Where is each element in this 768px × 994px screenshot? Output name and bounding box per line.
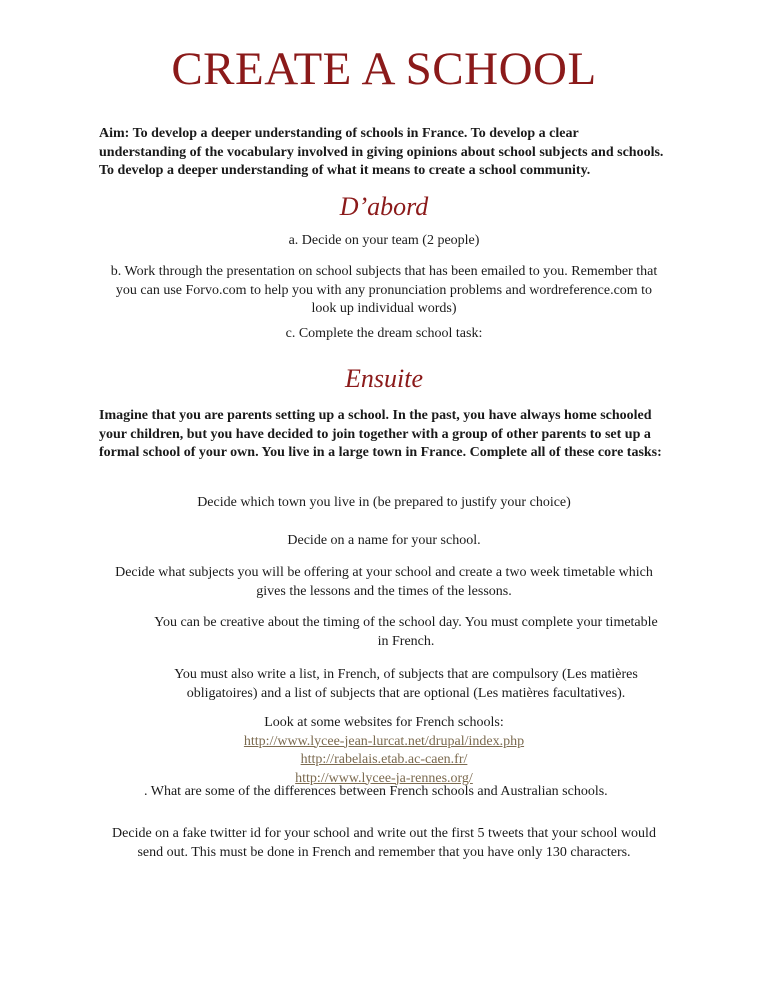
- website-link[interactable]: http://www.lycee-ja-rennes.org/: [295, 770, 473, 786]
- websites-label: Look at some websites for French schools:: [264, 715, 504, 730]
- aim-paragraph: Aim: To develop a deeper understanding of schools in France. To develop a clear understanding of the vocabulary involved in giving opinions about school subjects and schools. To develop a deeper understanding of what it means to create a school community.: [99, 126, 664, 178]
- dabord-heading: D’abord: [339, 192, 429, 221]
- website-link[interactable]: http://rabelais.etab.ac-caen.fr/: [300, 752, 468, 767]
- dabord-step-c: c. Complete the dream school task:: [285, 326, 483, 341]
- task-name: Decide on a name for your school.: [287, 533, 481, 548]
- ensuite-heading: Ensuite: [345, 364, 423, 393]
- task-timing: You can be creative about the timing of the school day. You must complete your timetable in French.: [154, 615, 658, 649]
- task-differences: . What are some of the differences between French schools and Australian schools.: [144, 784, 608, 799]
- ensuite-intro: Imagine that you are parents setting up a school. In the past, you have always home schooled your children, but you have decided to join together with a group of other parents to set up a formal school of your own. You live in a large town in France. Complete all of these core tasks:: [99, 408, 662, 460]
- task-twitter: Decide on a fake twitter id for your school and write out the first 5 tweets that your school would send out. This must be done in French and remember that you have only 130 characters.: [112, 826, 656, 860]
- task-list: You must also write a list, in French, of subjects that are compulsory (Les matières obligatoires) and a list of subjects that are optional (Les matières facultatives).: [174, 667, 638, 701]
- task-subjects: Decide what subjects you will be offering at your school and create a two week timetable which gives the lessons and the times of the lessons.: [115, 565, 653, 599]
- page-title: CREATE A SCHOOL: [171, 43, 597, 95]
- dabord-step-a: a. Decide on your team (2 people): [288, 233, 480, 248]
- websites-block: [150, 714, 618, 788]
- task-town: Decide which town you live in (be prepared to justify your choice): [197, 495, 571, 510]
- dabord-step-b: b. Work through the presentation on school subjects that has been emailed to you. Remember that you can use Forvo.com to help you with any pronunciation problems and wordreference.com to look up individual words): [110, 264, 658, 316]
- website-link[interactable]: http://www.lycee-jean-lurcat.net/drupal/index.php: [243, 733, 525, 749]
